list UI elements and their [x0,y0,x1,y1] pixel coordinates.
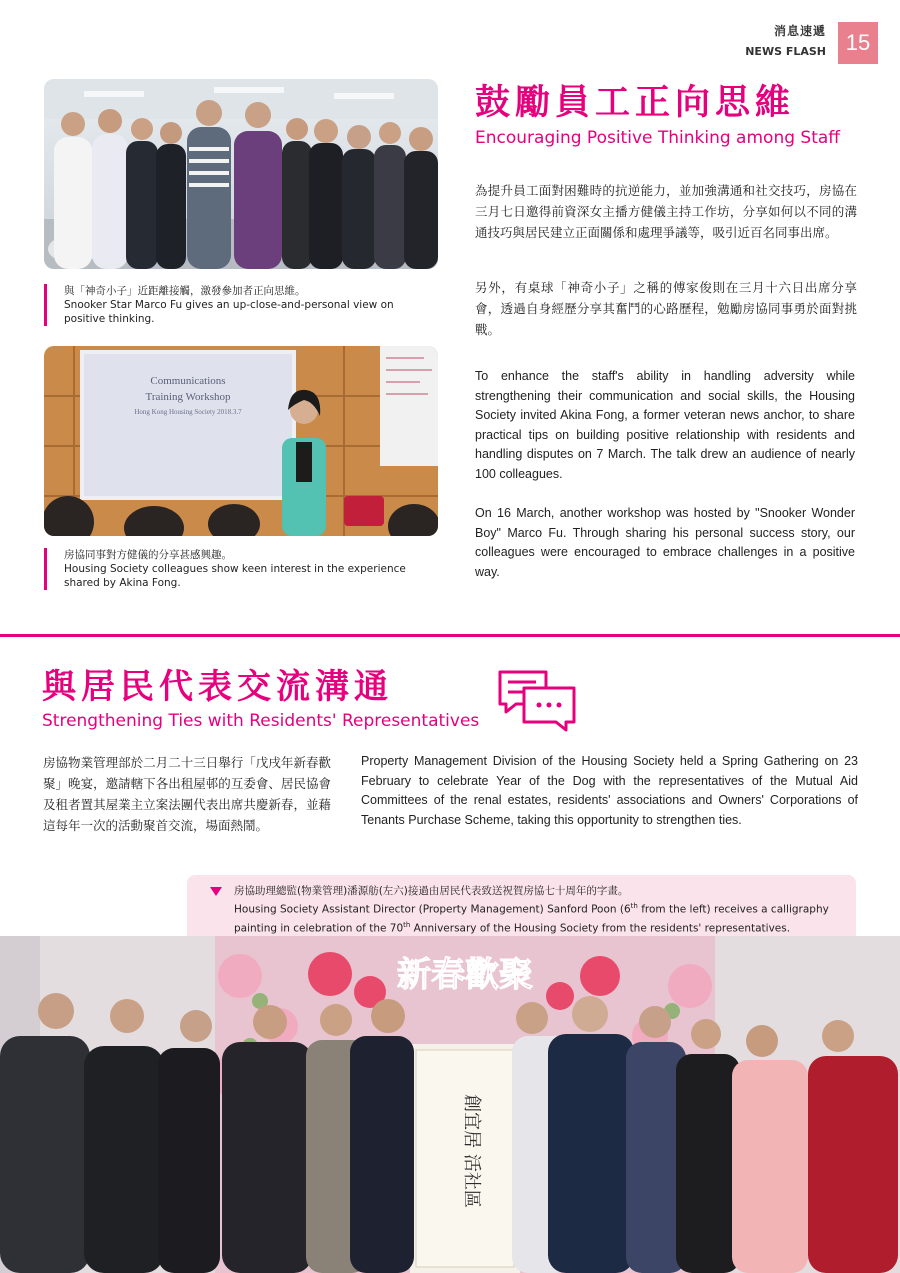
slide-title-2: Training Workshop [145,391,231,403]
article2-title-zh: 與居民代表交流溝通 [42,667,393,707]
article2-para-zh: 房協物業管理部於二月二十三日舉行「戊戌年新春歡聚」晚宴，邀請轄下各出租屋邨的互委會、居民協會及租者置其屋業主立案法團代表出席共慶新春，並藉這每年一次的活動聚首交流，場面熱鬧。 [43,755,331,833]
group-photo-marco-fu [44,79,438,269]
photo1-caption-en: Snooker Star Marco Fu gives an up-close-and-personal view on positive thinking. [64,299,394,325]
photo3-caption-zh: 房協助理總監(物業管理)潘源舫(左六)接過由居民代表致送祝賀房協七十周年的字畫。 [234,885,629,897]
scroll-calligraphy: 創宜居 活社區 [461,1094,482,1208]
slide-subtitle: Hong Kong Housing Society 2018.3.7 [134,408,242,416]
article1-para2-en: On 16 March, another workshop was hosted by "Snooker Wonder Boy" Marco Fu. Through sharing his personal success story, our colleagues were encouraged to embrace challenges in a positive way. [475,506,855,579]
section-title-zh: 消息速遞 [773,24,826,38]
speech-bubbles-icon [496,668,578,734]
down-triangle-icon [210,887,222,896]
photo2-caption-zh: 房協同事對方健儀的分享甚感興趣。 [64,549,232,561]
article1-title-en: Encouraging Positive Thinking among Staff [475,128,840,148]
page-number: 15 [838,22,878,64]
photo3-caption-en: Housing Society Assistant Director (Property Management) Sanford Poon (6th from the left) receives a calligraphy painting in celebration of the 70th Anniversary of the Housing Society from the residents' representatives. [234,902,829,934]
workshop-photo-akina-fong [44,346,438,536]
article2-title-en: Strengthening Ties with Residents' Representatives [42,711,480,731]
section-divider [0,634,900,637]
article1-para2-zh: 另外，有桌球「神奇小子」之稱的傅家俊則在三月十六日出席分享會，透過自身經歷分享其奮鬥的心路歷程，勉勵房協同事勇於面對挑戰。 [475,280,857,337]
article1-para1-zh: 為提升員工面對困難時的抗逆能力，並加強溝通和社交技巧，房協在三月七日邀得前資深女主播方健儀主持工作坊，分享如何以不同的溝通技巧與居民建立正面關係和處理爭議等，吸引近百名同事出席。 [475,183,857,240]
spring-gathering-photo [0,936,900,1273]
section-title-en: NEWS FLASH [745,45,826,58]
article1-title-zh: 鼓勵員工正向思維 [475,83,796,123]
article2-para-en: Property Management Division of the Housing Society held a Spring Gathering on 23 February to celebrate Year of the Dog with the representatives of the Mutual Aid Committees of the renal estates, residents' associations and Owners' Corporations of Tenants Purchase Scheme, taking this opportunity to strengthen ties. [361,754,858,827]
photo1-caption [44,284,424,326]
photo3-caption [234,884,844,936]
article1-para1-en: To enhance the staff's ability in handling adversity while strengthening their communication and social skills, the Housing Society invited Akina Fong, a former veteran news anchor, to share practical tips on building positive relationship with residents and handling disputes on 7 March. The talk drew an audience of nearly 100 colleagues. [475,369,855,481]
slide-title-1: Communications [150,375,226,387]
photo1-caption-zh: 與「神奇小子」近距離接觸，激發參加者正向思維。 [64,285,306,297]
photo2-caption [44,548,424,590]
photo2-caption-en: Housing Society colleagues show keen interest in the experience shared by Akina Fong. [64,563,406,589]
banner-text: 新春歡聚 [397,955,533,995]
